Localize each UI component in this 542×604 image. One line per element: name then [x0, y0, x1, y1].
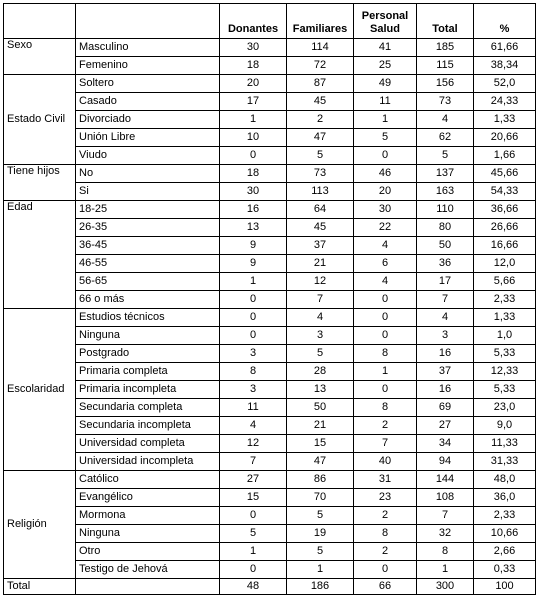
cell-total: 110	[417, 201, 474, 219]
header-subcategory	[76, 4, 220, 39]
demographics-table	[3, 3, 536, 595]
cell-total: 50	[417, 237, 474, 255]
cell-personal-salud: 25	[354, 57, 417, 75]
cell-total: 27	[417, 417, 474, 435]
cell-familiares: 3	[287, 327, 354, 345]
cell-percent: 5,66	[474, 273, 536, 291]
cell-donantes: 3	[220, 345, 287, 363]
cell-donantes: 30	[220, 183, 287, 201]
cell-donantes: 9	[220, 255, 287, 273]
table-row	[4, 201, 536, 219]
table-row	[4, 561, 536, 579]
table-row	[4, 237, 536, 255]
cell-total: 17	[417, 273, 474, 291]
header-percent: %	[474, 4, 536, 39]
cell-donantes: 18	[220, 57, 287, 75]
cell-total: 16	[417, 345, 474, 363]
header-familiares: Familiares	[287, 4, 354, 39]
cell-familiares: 45	[287, 219, 354, 237]
cell-personal-salud: 7	[354, 435, 417, 453]
subcategory-cell: Ninguna	[76, 525, 220, 543]
table-row	[4, 363, 536, 381]
subcategory-cell: Mormona	[76, 507, 220, 525]
cell-percent: 24,33	[474, 93, 536, 111]
cell-percent: 2,33	[474, 291, 536, 309]
cell-percent: 36,0	[474, 489, 536, 507]
subcategory-cell: Universidad completa	[76, 435, 220, 453]
cell-familiares: 5	[287, 543, 354, 561]
cell-familiares: 87	[287, 75, 354, 93]
table-row	[4, 543, 536, 561]
cell-percent: 2,33	[474, 507, 536, 525]
cell-donantes: 5	[220, 525, 287, 543]
cell-total: 32	[417, 525, 474, 543]
table-row	[4, 255, 536, 273]
cell-personal-salud: 49	[354, 75, 417, 93]
subcategory-cell: Primaria incompleta	[76, 381, 220, 399]
category-cell: Tiene hijos	[4, 165, 76, 201]
subcategory-cell: Si	[76, 183, 220, 201]
cell-percent: 38,34	[474, 57, 536, 75]
cell-donantes: 16	[220, 201, 287, 219]
cell-total: 62	[417, 129, 474, 147]
cell-percent: 0,33	[474, 561, 536, 579]
table-row	[4, 111, 536, 129]
table-row	[4, 471, 536, 489]
cell-total: 7	[417, 507, 474, 525]
cell-total: 3	[417, 327, 474, 345]
cell-percent: 5,33	[474, 345, 536, 363]
cell-personal-salud: 40	[354, 453, 417, 471]
cell-familiares: 64	[287, 201, 354, 219]
total-row	[4, 579, 536, 595]
cell-familiares: 5	[287, 507, 354, 525]
cell-familiares: 37	[287, 237, 354, 255]
cell-donantes: 0	[220, 507, 287, 525]
cell-personal-salud: 0	[354, 309, 417, 327]
cell-total: 37	[417, 363, 474, 381]
subcategory-cell: Unión Libre	[76, 129, 220, 147]
cell-total: 108	[417, 489, 474, 507]
cell-total: 144	[417, 471, 474, 489]
cell-familiares: 5	[287, 345, 354, 363]
cell-familiares: 4	[287, 309, 354, 327]
subcategory-cell: 36-45	[76, 237, 220, 255]
cell-familiares: 1	[287, 561, 354, 579]
table-row	[4, 93, 536, 111]
cell-percent: 1,0	[474, 327, 536, 345]
table-row	[4, 219, 536, 237]
cell-percent: 36,66	[474, 201, 536, 219]
cell-percent: 45,66	[474, 165, 536, 183]
cell-total: 4	[417, 111, 474, 129]
cell-personal-salud: 5	[354, 129, 417, 147]
header-row	[4, 4, 536, 39]
cell-donantes: 8	[220, 363, 287, 381]
cell-total: 4	[417, 309, 474, 327]
category-cell: Escolaridad	[4, 309, 76, 471]
total-empty-cell	[76, 579, 220, 595]
cell-personal-salud: 2	[354, 507, 417, 525]
cell-percent: 10,66	[474, 525, 536, 543]
table-row	[4, 39, 536, 57]
cell-familiares: 21	[287, 417, 354, 435]
cell-personal-salud: 4	[354, 237, 417, 255]
cell-personal-salud: 2	[354, 417, 417, 435]
cell-donantes: 9	[220, 237, 287, 255]
subcategory-cell: Otro	[76, 543, 220, 561]
table-row	[4, 147, 536, 165]
cell-personal-salud: 2	[354, 543, 417, 561]
cell-personal-salud: 8	[354, 399, 417, 417]
subcategory-cell: Primaria completa	[76, 363, 220, 381]
cell-personal-salud: 0	[354, 381, 417, 399]
cell-donantes: 7	[220, 453, 287, 471]
cell-familiares: 12	[287, 273, 354, 291]
subcategory-cell: No	[76, 165, 220, 183]
cell-familiares: 114	[287, 39, 354, 57]
cell-donantes: 0	[220, 147, 287, 165]
subcategory-cell: 56-65	[76, 273, 220, 291]
table-row	[4, 417, 536, 435]
cell-personal-salud: 6	[354, 255, 417, 273]
subcategory-cell: 26-35	[76, 219, 220, 237]
subcategory-cell: Postgrado	[76, 345, 220, 363]
header-category	[4, 4, 76, 39]
cell-donantes: 30	[220, 39, 287, 57]
cell-familiares: 28	[287, 363, 354, 381]
cell-percent: 9,0	[474, 417, 536, 435]
total-cell-percent: 100	[474, 579, 536, 595]
header-personal-salud: Personal Salud	[354, 4, 417, 39]
table-row	[4, 399, 536, 417]
cell-personal-salud: 30	[354, 201, 417, 219]
table-row	[4, 165, 536, 183]
subcategory-cell: Evangélico	[76, 489, 220, 507]
table-row	[4, 75, 536, 93]
cell-percent: 48,0	[474, 471, 536, 489]
cell-personal-salud: 20	[354, 183, 417, 201]
table-row	[4, 525, 536, 543]
total-cell-total: 300	[417, 579, 474, 595]
cell-personal-salud: 8	[354, 345, 417, 363]
cell-donantes: 1	[220, 273, 287, 291]
table-row	[4, 435, 536, 453]
cell-donantes: 4	[220, 417, 287, 435]
cell-familiares: 47	[287, 453, 354, 471]
total-label: Total	[4, 579, 76, 595]
table-row	[4, 327, 536, 345]
demographics-table-container	[3, 3, 536, 595]
cell-percent: 54,33	[474, 183, 536, 201]
cell-percent: 20,66	[474, 129, 536, 147]
cell-familiares: 5	[287, 147, 354, 165]
cell-personal-salud: 1	[354, 111, 417, 129]
cell-percent: 23,0	[474, 399, 536, 417]
cell-total: 115	[417, 57, 474, 75]
cell-personal-salud: 0	[354, 327, 417, 345]
subcategory-cell: Soltero	[76, 75, 220, 93]
cell-percent: 52,0	[474, 75, 536, 93]
cell-percent: 5,33	[474, 381, 536, 399]
cell-percent: 31,33	[474, 453, 536, 471]
cell-personal-salud: 1	[354, 363, 417, 381]
subcategory-cell: Divorciado	[76, 111, 220, 129]
table-row	[4, 381, 536, 399]
cell-percent: 12,0	[474, 255, 536, 273]
table-row	[4, 507, 536, 525]
total-cell-donantes: 48	[220, 579, 287, 595]
table-row	[4, 453, 536, 471]
table-row	[4, 273, 536, 291]
cell-percent: 12,33	[474, 363, 536, 381]
cell-percent: 11,33	[474, 435, 536, 453]
cell-donantes: 0	[220, 291, 287, 309]
subcategory-cell: Viudo	[76, 147, 220, 165]
category-cell: Sexo	[4, 39, 76, 75]
cell-familiares: 70	[287, 489, 354, 507]
header-total: Total	[417, 4, 474, 39]
table-row	[4, 291, 536, 309]
table-body	[4, 39, 536, 595]
table-row	[4, 489, 536, 507]
table-row	[4, 345, 536, 363]
cell-familiares: 13	[287, 381, 354, 399]
cell-percent: 1,66	[474, 147, 536, 165]
category-cell: Estado Civil	[4, 75, 76, 165]
cell-total: 36	[417, 255, 474, 273]
cell-percent: 61,66	[474, 39, 536, 57]
cell-total: 80	[417, 219, 474, 237]
table-row	[4, 183, 536, 201]
cell-familiares: 86	[287, 471, 354, 489]
cell-total: 16	[417, 381, 474, 399]
cell-percent: 26,66	[474, 219, 536, 237]
cell-personal-salud: 22	[354, 219, 417, 237]
cell-total: 5	[417, 147, 474, 165]
cell-total: 137	[417, 165, 474, 183]
subcategory-cell: Masculino	[76, 39, 220, 57]
cell-personal-salud: 11	[354, 93, 417, 111]
cell-familiares: 47	[287, 129, 354, 147]
cell-personal-salud: 0	[354, 561, 417, 579]
cell-total: 73	[417, 93, 474, 111]
cell-donantes: 18	[220, 165, 287, 183]
cell-percent: 2,66	[474, 543, 536, 561]
cell-personal-salud: 23	[354, 489, 417, 507]
cell-donantes: 11	[220, 399, 287, 417]
cell-total: 94	[417, 453, 474, 471]
subcategory-cell: Femenino	[76, 57, 220, 75]
cell-donantes: 3	[220, 381, 287, 399]
cell-personal-salud: 0	[354, 291, 417, 309]
subcategory-cell: Secundaria incompleta	[76, 417, 220, 435]
cell-donantes: 20	[220, 75, 287, 93]
subcategory-cell: Ninguna	[76, 327, 220, 345]
cell-personal-salud: 8	[354, 525, 417, 543]
cell-personal-salud: 46	[354, 165, 417, 183]
cell-total: 8	[417, 543, 474, 561]
subcategory-cell: Estudios técnicos	[76, 309, 220, 327]
cell-total: 69	[417, 399, 474, 417]
cell-donantes: 13	[220, 219, 287, 237]
cell-total: 163	[417, 183, 474, 201]
cell-total: 156	[417, 75, 474, 93]
cell-percent: 1,33	[474, 111, 536, 129]
subcategory-cell: 46-55	[76, 255, 220, 273]
cell-familiares: 50	[287, 399, 354, 417]
subcategory-cell: Secundaria completa	[76, 399, 220, 417]
total-cell-personal-salud: 66	[354, 579, 417, 595]
cell-familiares: 113	[287, 183, 354, 201]
category-cell: Edad	[4, 201, 76, 309]
cell-donantes: 17	[220, 93, 287, 111]
cell-total: 1	[417, 561, 474, 579]
cell-familiares: 45	[287, 93, 354, 111]
cell-familiares: 7	[287, 291, 354, 309]
cell-donantes: 0	[220, 327, 287, 345]
cell-percent: 16,66	[474, 237, 536, 255]
cell-familiares: 72	[287, 57, 354, 75]
subcategory-cell: Testigo de Jehová	[76, 561, 220, 579]
cell-donantes: 0	[220, 561, 287, 579]
cell-percent: 1,33	[474, 309, 536, 327]
cell-personal-salud: 31	[354, 471, 417, 489]
subcategory-cell: Universidad incompleta	[76, 453, 220, 471]
cell-personal-salud: 41	[354, 39, 417, 57]
subcategory-cell: Católico	[76, 471, 220, 489]
subcategory-cell: Casado	[76, 93, 220, 111]
cell-familiares: 21	[287, 255, 354, 273]
cell-donantes: 1	[220, 543, 287, 561]
cell-personal-salud: 4	[354, 273, 417, 291]
cell-familiares: 19	[287, 525, 354, 543]
cell-donantes: 27	[220, 471, 287, 489]
table-row	[4, 57, 536, 75]
cell-total: 7	[417, 291, 474, 309]
subcategory-cell: 18-25	[76, 201, 220, 219]
table-row	[4, 129, 536, 147]
cell-donantes: 12	[220, 435, 287, 453]
cell-donantes: 0	[220, 309, 287, 327]
total-cell-familiares: 186	[287, 579, 354, 595]
header-donantes: Donantes	[220, 4, 287, 39]
cell-donantes: 1	[220, 111, 287, 129]
subcategory-cell: 66 o más	[76, 291, 220, 309]
cell-total: 34	[417, 435, 474, 453]
category-cell: Religión	[4, 471, 76, 579]
cell-total: 185	[417, 39, 474, 57]
cell-familiares: 15	[287, 435, 354, 453]
table-row	[4, 309, 536, 327]
cell-personal-salud: 0	[354, 147, 417, 165]
cell-donantes: 15	[220, 489, 287, 507]
cell-familiares: 73	[287, 165, 354, 183]
cell-familiares: 2	[287, 111, 354, 129]
cell-donantes: 10	[220, 129, 287, 147]
